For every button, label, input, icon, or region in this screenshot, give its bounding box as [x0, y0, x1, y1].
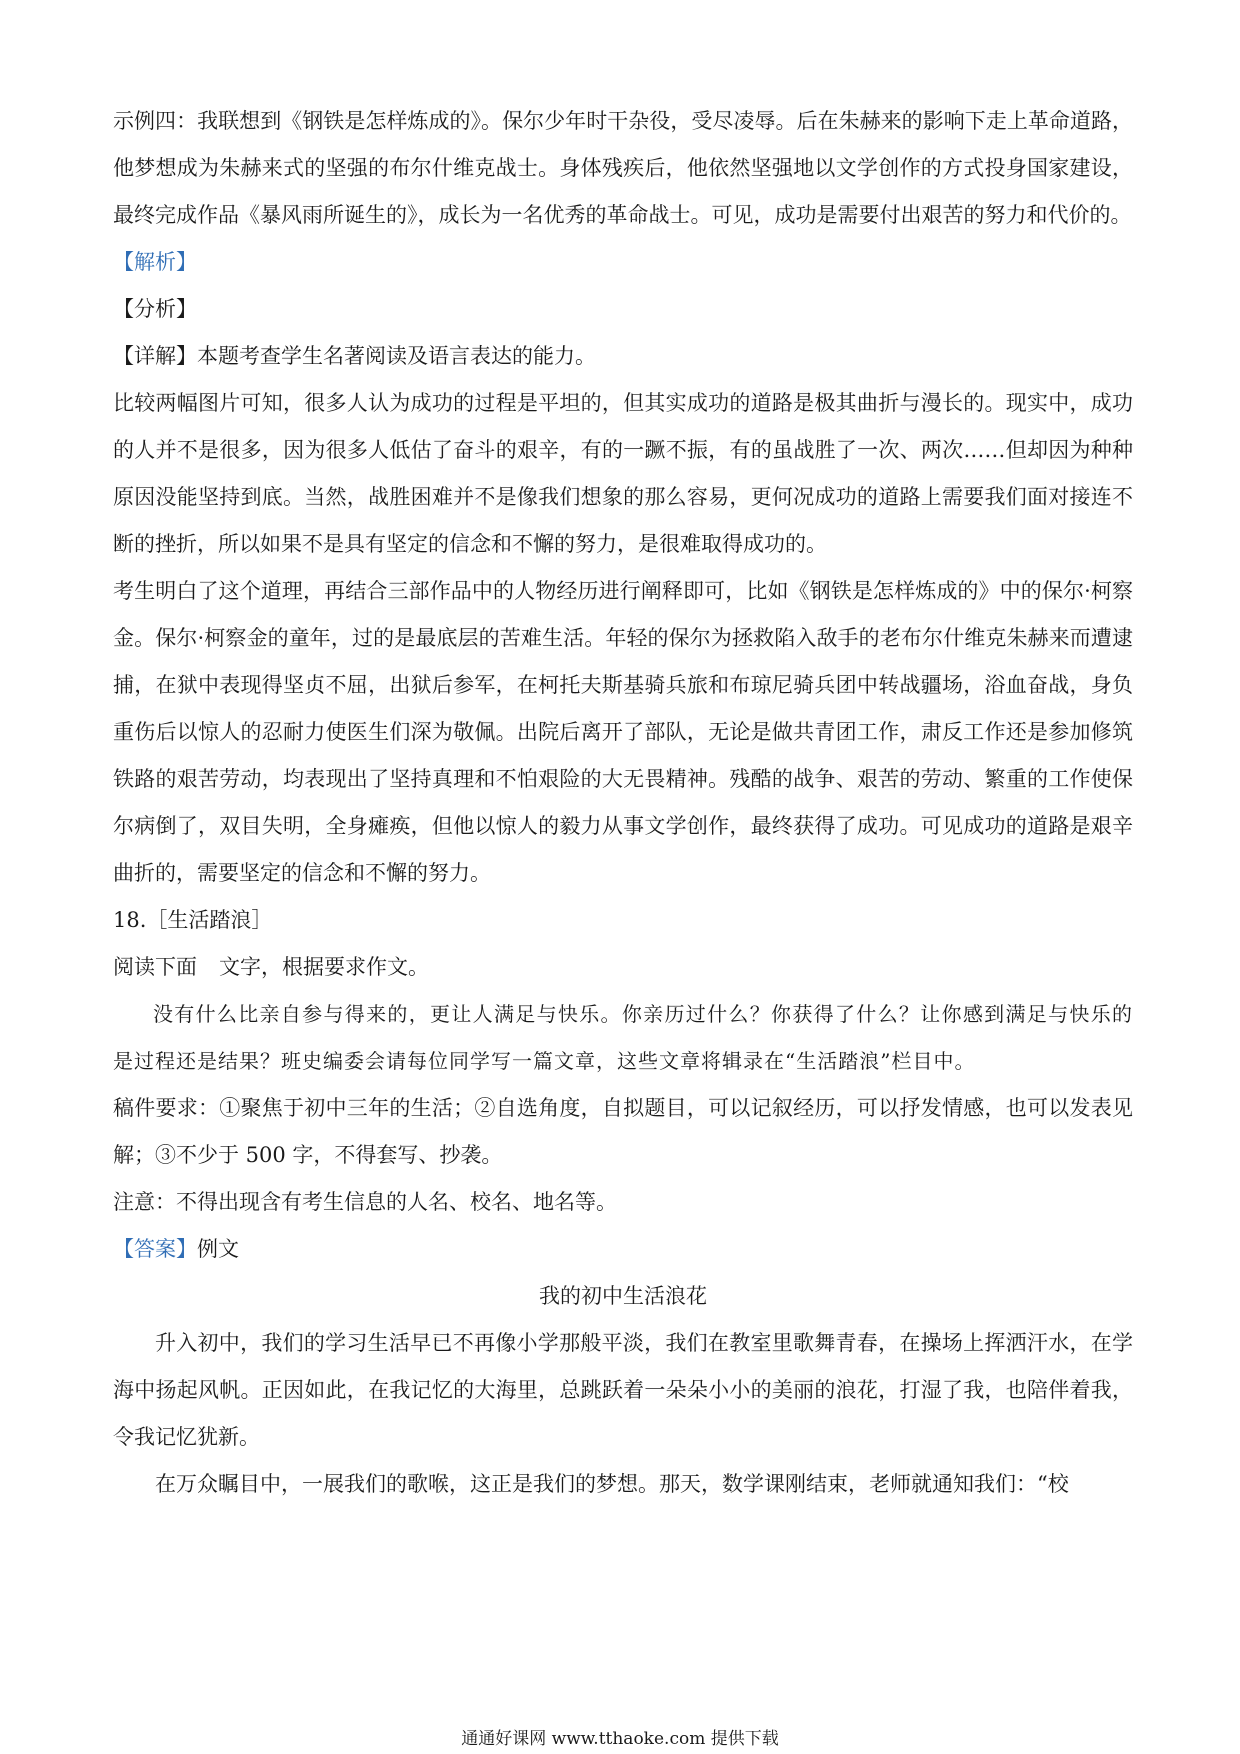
answer-tag: 【答案】 — [113, 1237, 197, 1261]
reading-instruction-a: 阅读下面 — [113, 955, 197, 979]
analysis-paragraph-1: 比较两幅图片可知，很多人认为成功的过程是平坦的，但其实成功的道路是极其曲折与漫长的。现实中，成功的人并不是很多，因为很多人低估了奋斗的艰辛，有的一蹶不振，有的虽战胜了一次、两次……但却因为种种原因没能坚持到底。当然，战胜困难并不是像我们想象的那么容易，更何况成功的道路上需要我们面对接连不断的挫折，所以如果不是具有坚定的信念和不懈的努力，是很难取得成功的。 — [113, 391, 1133, 556]
document-body — [113, 98, 1133, 1508]
attention-note: 注意：不得出现含有考生信息的人名、校名、地名等。 — [113, 1190, 617, 1214]
xiangjie-text: 本题考查学生名著阅读及语言表达的能力。 — [197, 344, 596, 368]
xiangjie-line — [113, 333, 1133, 380]
xiangjie-tag: 【详解】 — [113, 344, 197, 368]
writing-prompt: 没有什么比亲自参与得来的，更让人满足与快乐。你亲历过什么？你获得了什么？让你感到满足与快乐的是过程还是结果？班史编委会请每位同学写一篇文章，这些文章将辑录在“生活踏浪”栏目中。 — [113, 1002, 1133, 1073]
jiexi-heading: 【解析】 — [113, 250, 197, 274]
answer-text: 例文 — [197, 1237, 239, 1261]
analysis-paragraph-2: 考生明白了这个道理，再结合三部作品中的人物经历进行阐释即可，比如《钢铁是怎样炼成的》中的保尔·柯察金。保尔·柯察金的童年，过的是最底层的苦难生活。年轻的保尔为拯救陷入敌手的老布尔什维克朱赫来而遭逮捕，在狱中表现得坚贞不屈，出狱后参军，在柯托夫斯基骑兵旅和布琼尼骑兵团中转战疆场，浴血奋战，身负重伤后以惊人的忍耐力使医生们深为敬佩。出院后离开了部队，无论是做共青团工作，肃反工作还是参加修筑铁路的艰苦劳动，均表现出了坚持真理和不怕艰险的大无畏精神。残酷的战争、艰苦的劳动、繁重的工作使保尔病倒了，双目失明，全身瘫痪，但他以惊人的毅力从事文学创作，最终获得了成功。可见成功的道路是艰辛曲折的，需要坚定的信念和不懈的努力。 — [113, 579, 1133, 885]
reading-instruction — [113, 944, 1133, 991]
fenxi-heading: 【分析】 — [113, 297, 197, 321]
essay-paragraph-1: 升入初中，我们的学习生活早已不再像小学那般平淡，我们在教室里歌舞青春，在操场上挥洒汗水，在学海中扬起风帆。正因如此，在我记忆的大海里，总跳跃着一朵朵小小的美丽的浪花，打湿了我，也陪伴着我，令我记忆犹新。 — [113, 1331, 1133, 1449]
essay-paragraph-2: 在万众瞩目中，一展我们的歌喉，这正是我们的梦想。那天，数学课刚结束，老师就通知我们：“校 — [155, 1472, 1069, 1496]
question-18-heading: 18.［生活踏浪］ — [113, 908, 273, 932]
page-footer: 通通好课网 www.tthaoke.com 提供下载 — [461, 1729, 779, 1749]
example-four-paragraph: 示例四：我联想到《钢铁是怎样炼成的》。保尔少年时干杂役，受尽凌辱。后在朱赫来的影响下走上革命道路，他梦想成为朱赫来式的坚强的布尔什维克战士。身体残疾后，他依然坚强地以文学创作的方式投身国家建设，最终完成作品《暴风雨所诞生的》，成长为一名优秀的革命战士。可见，成功是需要付出艰苦的努力和代价的。 — [113, 109, 1133, 227]
answer-line — [113, 1226, 1133, 1273]
manuscript-requirements: 稿件要求：①聚焦于初中三年的生活；②自选角度，自拟题目，可以记叙经历，可以抒发情感，也可以发表见解；③不少于 500 字，不得套写、抄袭。 — [113, 1096, 1133, 1167]
essay-title: 我的初中生活浪花 — [539, 1284, 707, 1308]
reading-instruction-b: 文字，根据要求作文。 — [219, 955, 429, 979]
